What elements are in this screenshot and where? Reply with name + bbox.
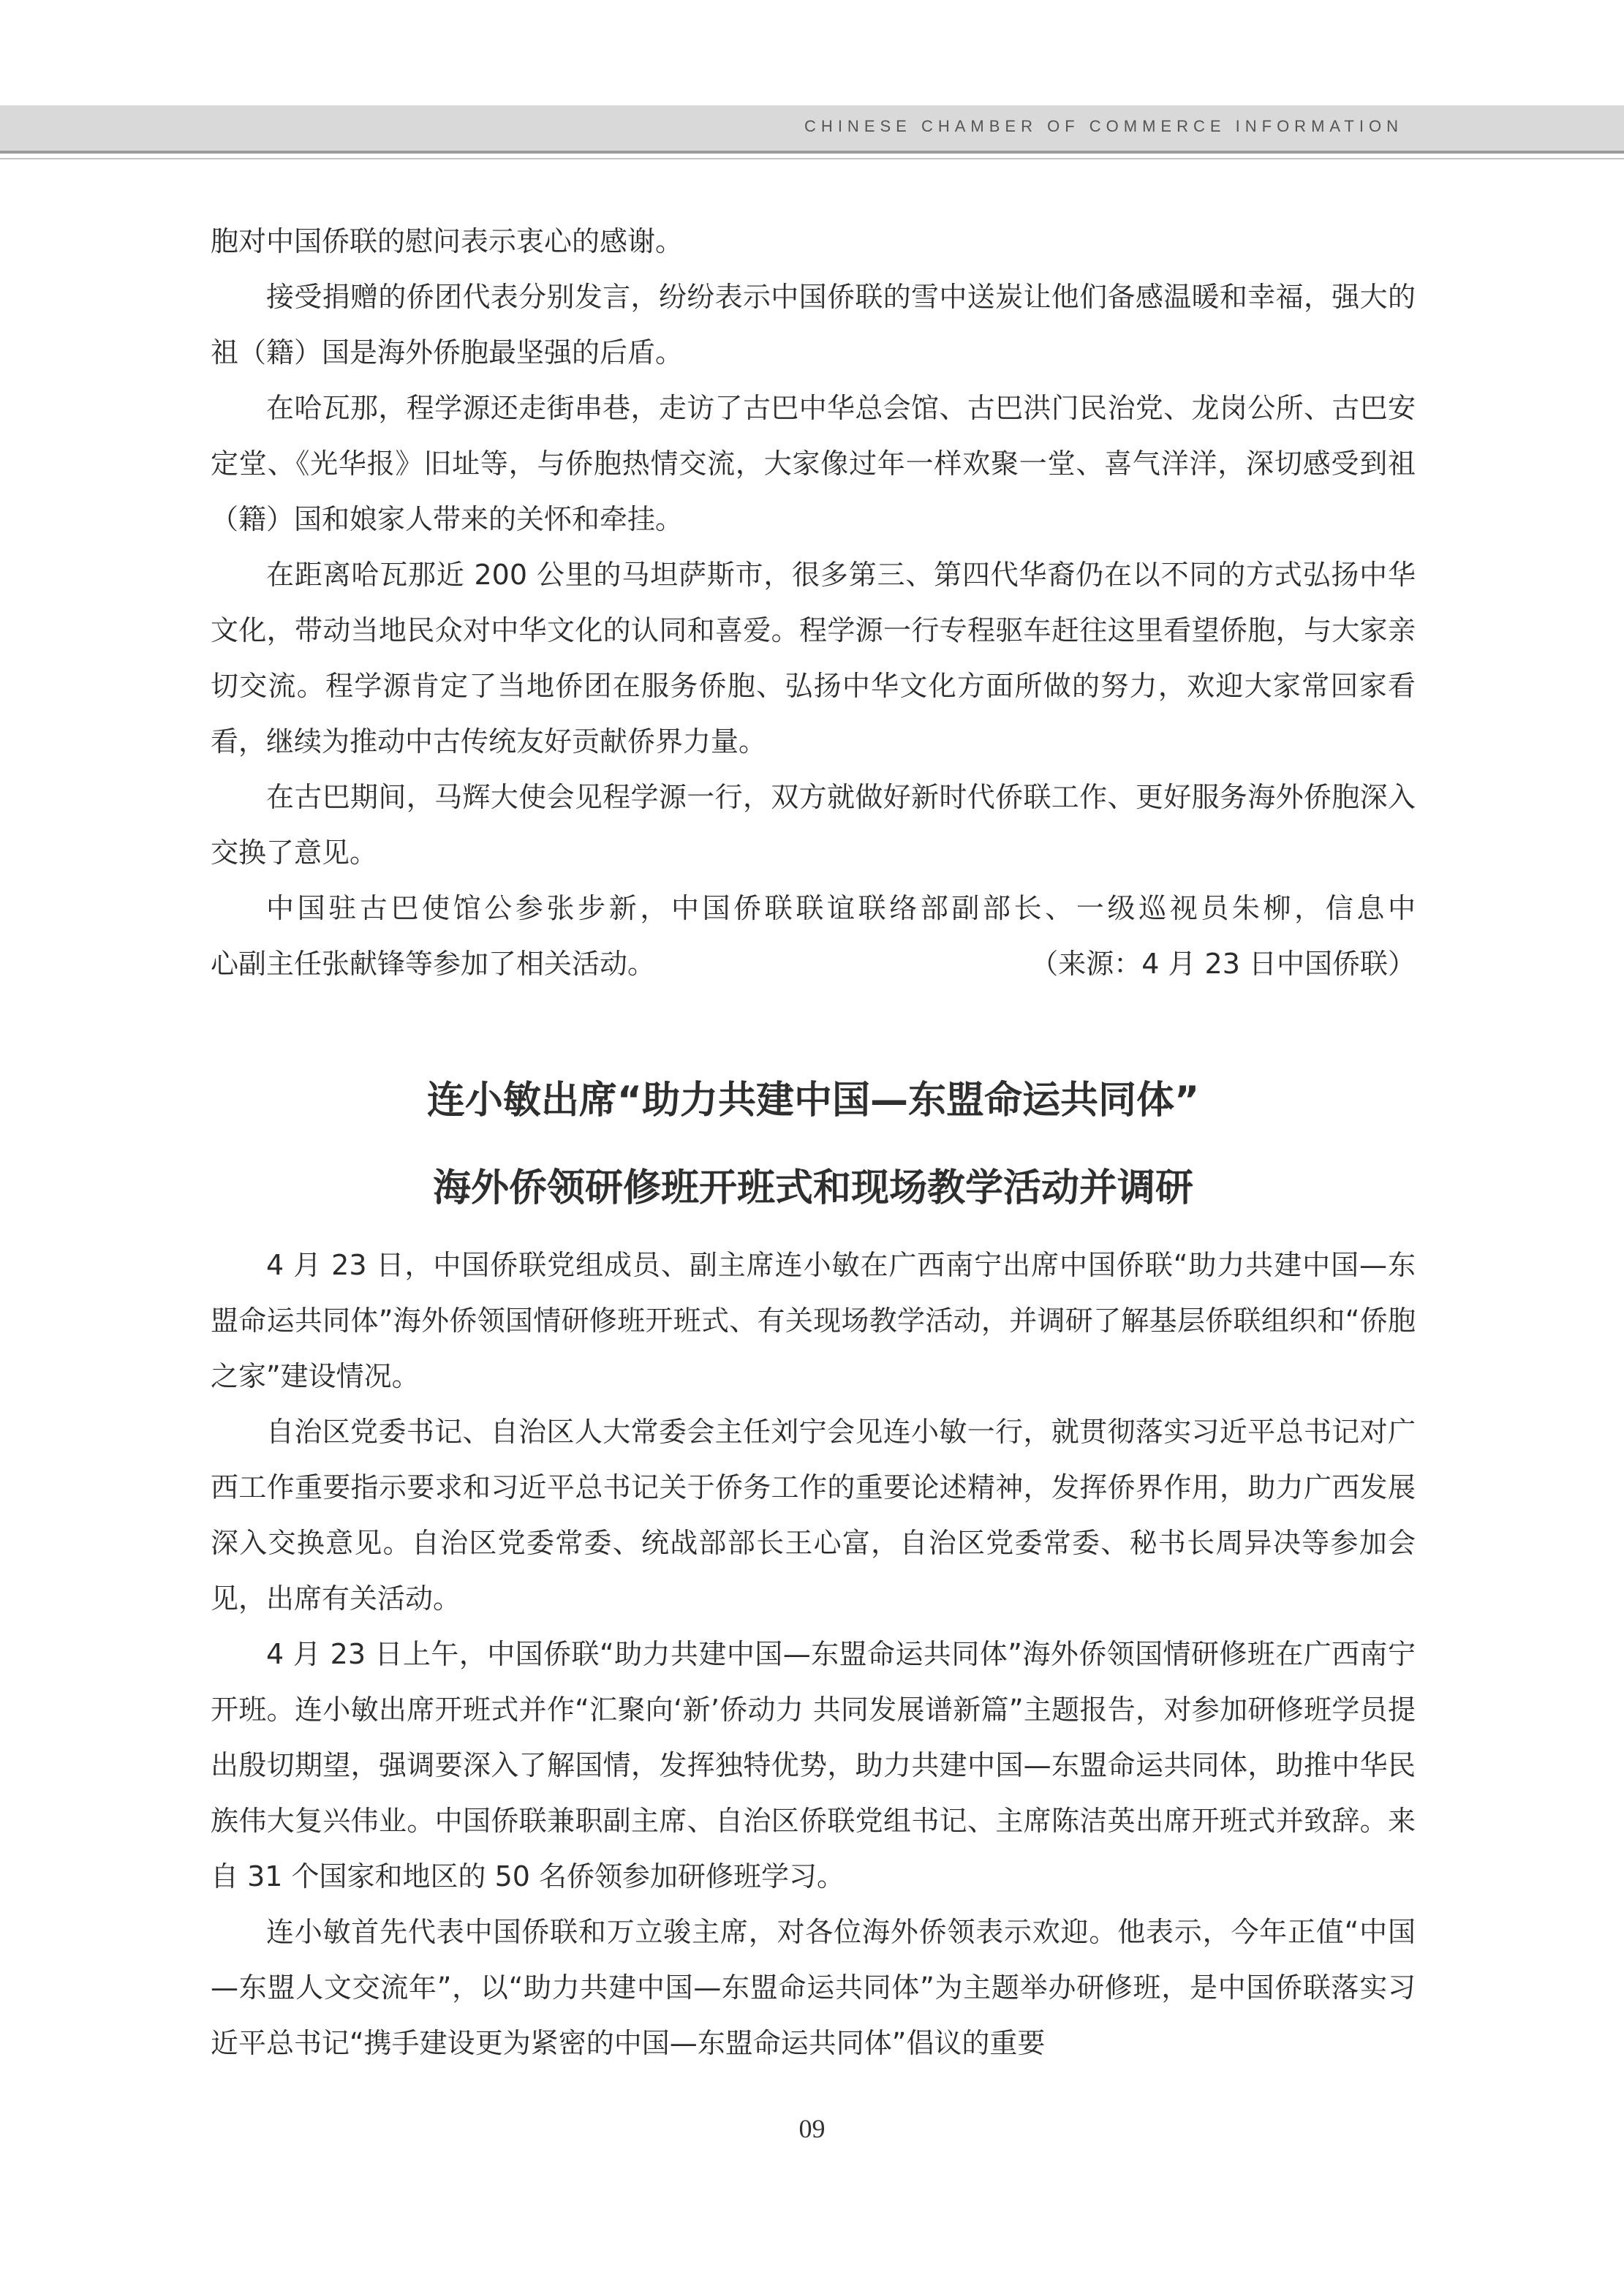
article1-paragraph-6-line-2: 心副主任张献锋等参加了相关活动。 [211,948,656,980]
article2-paragraph-3: 4 月 23 日上午，中国侨联“助力共建中国—东盟命运共同体”海外侨领国情研修班在广西南宁开班。连小敏出席开班式并作“汇聚向‘新’侨动力 共同发展谱新篇”主题报告，对参加研修班学员提出殷切期望，强调要深入了解国情，发挥独特优势，助力共建中国—东盟命运共同体，助推中华民族伟大复兴伟业。中国侨联兼职副主席、自治区侨联党组书记、主席陈洁英出席开班式并致辞。来自 31 个国家和地区的 50 名侨领参加研修班学习。 [211,1638,1416,1892]
page-number: 09 [798,2114,826,2143]
article2-title-line-2: 海外侨领研修班开班式和现场教学活动并调研 [432,1166,1193,1210]
article1-paragraph-6-line-1: 中国驻古巴使馆公参张步新，中国侨联联谊联络部副部长、一级巡视员朱柳，信息中 [266,892,1416,924]
header-rule-thin [0,158,1624,159]
header-rule [0,151,1624,154]
article2-paragraph-1: 4 月 23 日，中国侨联党组成员、副主席连小敏在广西南宁出席中国侨联“助力共建中国—东盟命运共同体”海外侨领国情研修班开班式、有关现场教学活动，并调研了解基层侨联组织和“侨胞之家”建设情况。 [211,1249,1416,1392]
article1-paragraph-1: 胞对中国侨联的慰问表示衷心的感谢。 [211,225,684,257]
article1-body [211,214,1416,992]
article1-paragraph-3: 在哈瓦那，程学源还走街串巷，走访了古巴中华总会馆、古巴洪门民治党、龙岗公所、古巴安定堂、《光华报》旧址等，与侨胞热情交流，大家像过年一样欢聚一堂、喜气洋洋，深切感受到祖（籍）国和娘家人带来的关怀和牵挂。 [211,392,1416,535]
article2-paragraph-2: 自治区党委书记、自治区人大常委会主任刘宁会见连小敏一行，就贯彻落实习近平总书记对广西工作重要指示要求和习近平总书记关于侨务工作的重要论述精神，发挥侨界作用，助力广西发展深入交换意见。自治区党委常委、统战部部长王心富，自治区党委常委、秘书长周异决等参加会见，出席有关活动。 [211,1416,1416,1615]
article1-last-line [211,936,1416,992]
article2-paragraph-4: 连小敏首先代表中国侨联和万立骏主席，对各位海外侨领表示欢迎。他表示，今年正值“中国—东盟人文交流年”，以“助力共建中国—东盟命运共同体”为主题举办研修班，是中国侨联落实习近平总书记“携手建设更为紧密的中国—东盟命运共同体”倡议的重要 [211,1916,1416,2059]
article1-paragraph-4: 在距离哈瓦那近 200 公里的马坦萨斯市，很多第三、第四代华裔仍在以不同的方式弘扬中华文化，带动当地民众对中华文化的认同和喜爱。程学源一行专程驱车赶往这里看望侨胞，与大家亲切交流。程学源肯定了当地侨团在服务侨胞、弘扬中华文化方面所做的努力，欢迎大家常回家看看，继续为推动中古传统友好贡献侨界力量。 [211,559,1416,758]
article2-body [211,1237,1416,2071]
header-band-text: CHINESE CHAMBER OF COMMERCE INFORMATION [804,117,1403,135]
source-note: （来源：4 月 23 日中国侨联） [1030,948,1416,980]
article2-title-line-1: 连小敏出席“助力共建中国—东盟命运共同体” [426,1079,1200,1122]
article1-paragraph-5: 在古巴期间，马辉大使会见程学源一行，双方就做好新时代侨联工作、更好服务海外侨胞深入交换了意见。 [211,781,1416,869]
article1-paragraph-2: 接受捐赠的侨团代表分别发言，纷纷表示中国侨联的雪中送炭让他们备感温暖和幸福，强大的祖（籍）国是海外侨胞最坚强的后盾。 [211,281,1416,369]
